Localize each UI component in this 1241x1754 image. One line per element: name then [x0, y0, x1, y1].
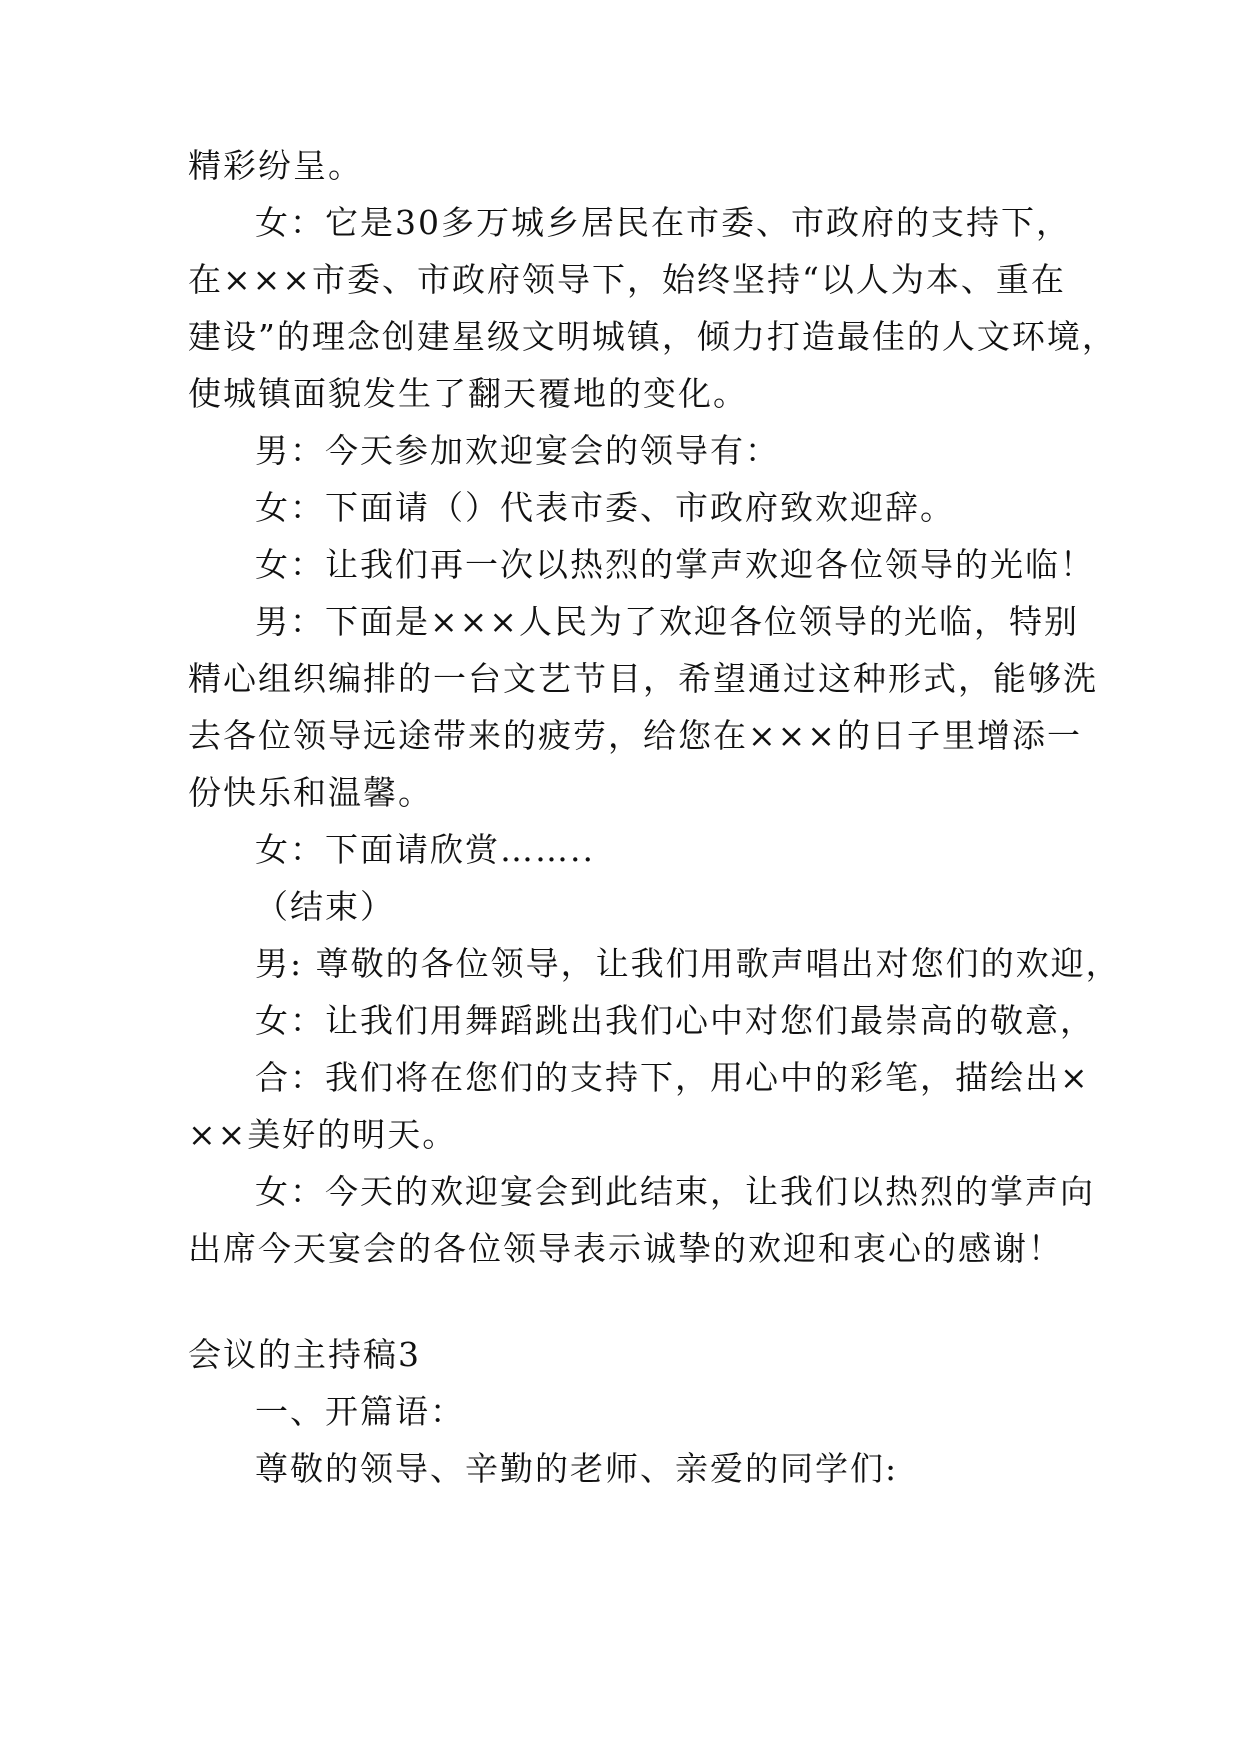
paragraph-line: 男：下面是×××人民为了欢迎各位领导的光临，特别	[255, 602, 1079, 641]
paragraph-line: 份快乐和温馨。	[188, 773, 433, 812]
paragraph-line: 女：让我们用舞蹈跳出我们心中对您们最崇高的敬意，	[255, 1001, 1095, 1040]
paragraph-line: 女：让我们再一次以热烈的掌声欢迎各位领导的光临！	[255, 545, 1095, 584]
paragraph-line: 一、开篇语：	[255, 1392, 465, 1431]
paragraph-line: 女：它是30多万城乡居民在市委、市政府的支持下，	[255, 203, 1071, 242]
paragraph-line: 女：今天的欢迎宴会到此结束，让我们以热烈的掌声向	[255, 1172, 1095, 1211]
paragraph-line: 女：下面请（）代表市委、市政府致欢迎辞。	[255, 488, 955, 527]
paragraph-line: 建设”的理念创建星级文明城镇，倾力打造最佳的人文环境，	[188, 317, 1117, 356]
paragraph-line: ××美好的明天。	[188, 1115, 458, 1154]
paragraph-line: 在×××市委、市政府领导下，始终坚持“以人为本、重在	[188, 260, 1066, 299]
paragraph-line: 尊敬的领导、辛勤的老师、亲爱的同学们:	[255, 1449, 899, 1488]
paragraph-line: 合：我们将在您们的支持下，用心中的彩笔，描绘出×	[255, 1058, 1090, 1097]
section-heading: 会议的主持稿3	[188, 1335, 421, 1374]
paragraph-line: 去各位领导远途带来的疲劳，给您在×××的日子里增添一	[188, 716, 1082, 755]
paragraph-line: （结束）	[255, 887, 395, 926]
paragraph-line: 精心组织编排的一台文艺节目，希望通过这种形式，能够洗	[188, 659, 1098, 698]
paragraph-line: 出席今天宴会的各位领导表示诚挚的欢迎和衷心的感谢！	[188, 1229, 1063, 1268]
paragraph-line: 女：下面请欣赏……..	[255, 830, 595, 869]
paragraph-line: 使城镇面貌发生了翻天覆地的变化。	[188, 374, 748, 413]
paragraph-line: 男: 尊敬的各位领导，让我们用歌声唱出对您们的欢迎，	[255, 944, 1121, 983]
paragraph-line: 男：今天参加欢迎宴会的领导有：	[255, 431, 780, 470]
paragraph-line: 精彩纷呈。	[188, 146, 363, 185]
